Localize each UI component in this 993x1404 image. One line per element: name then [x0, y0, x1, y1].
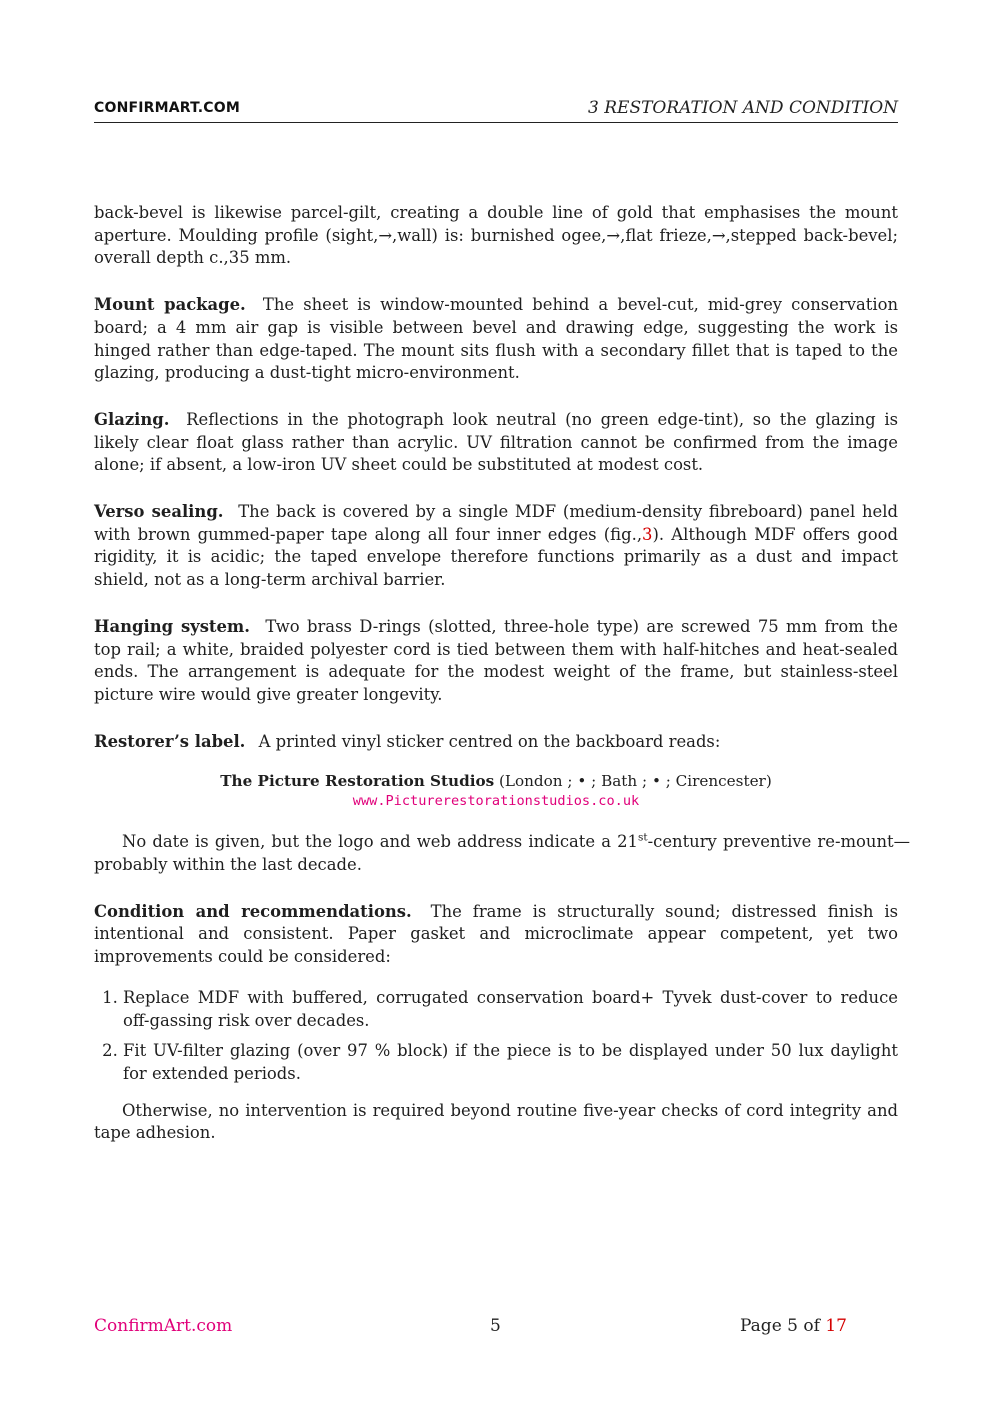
dating-text-before: No date is given, but the logo and web address indicate a 21: [122, 832, 638, 852]
glazing-paragraph: [94, 409, 898, 477]
dating-paragraph: [94, 831, 910, 876]
page-header: [94, 96, 898, 123]
list-item: 1. Replace MDF with buffered, corrugated conservation board+ Tyvek dust-cover to reduce off-gassing risk over decades.: [123, 987, 898, 1032]
list-item: 2. Fit UV-filter glazing (over 97 % block) if the piece is to be displayed under 50 lux daylight for extended periods.: [123, 1040, 898, 1085]
restorer-label-block: [94, 771, 898, 811]
page-label: Page 5 of: [740, 1316, 820, 1336]
studio-name: The Picture Restoration Studios: [220, 772, 495, 791]
figure-reference-link[interactable]: 3: [642, 524, 653, 544]
document-body: [94, 202, 910, 1169]
hanging-text: Two brass D-rings (slotted, three-hole type) are screwed 75 mm from the top rail; a white, braided polyester cord is tied between them with half-hitches and heat-sealed ends. The arrangement is adequate for the modest weight of the frame, but stainless-steel picture wire would give greater longevity.: [94, 616, 898, 704]
condition-heading: Condition and recommendations.: [94, 901, 412, 921]
century-superscript: st: [638, 831, 648, 844]
recommendations-list: [94, 987, 898, 1086]
footer-page-count: [740, 1316, 847, 1336]
mount-heading: Mount package.: [94, 295, 246, 315]
hanging-paragraph: [94, 616, 898, 707]
verso-heading: Verso sealing.: [94, 502, 224, 522]
condition-text: The frame is structurally sound; distressed finish is intentional and consistent. Paper gasket and microclimate appear competent, yet two improvements could be considered:: [94, 901, 898, 967]
verso-text-before: The back is covered by a single MDF (medium-density fibreboard) panel held with brown gummed-paper tape along all four inner edges (fig.,: [94, 502, 898, 544]
verso-paragraph: [94, 501, 898, 592]
intro-paragraph: back-bevel is likewise parcel-gilt, creating a double line of gold that emphasises the mount aperture. Moulding profile (sight,→,wall) is: burnished ogee,→,flat frieze,→,stepped back-bevel; overall depth c.,35 mm.: [94, 203, 898, 268]
site-logo[interactable]: CONFIRMART.COM: [94, 100, 241, 116]
condition-paragraph: [94, 901, 898, 969]
verso-text-after: ). Although MDF offers good rigidity, it is acidic; the taped envelope therefore functions primarily as a dust and impact shield, not as a long-term archival barrier.: [94, 524, 898, 590]
footer-page-number: 5: [490, 1316, 501, 1336]
hanging-heading: Hanging system.: [94, 616, 250, 636]
studio-url-link[interactable]: www.Picturerestorationstudios.co.uk: [352, 793, 640, 810]
closing-paragraph: Otherwise, no intervention is required beyond routine five-year checks of cord integrity and tape adhesion.: [94, 1100, 898, 1143]
label-text: A printed vinyl sticker centred on the backboard reads:: [258, 731, 721, 751]
label-heading: Restorer’s label.: [94, 731, 246, 751]
studio-locations: (London ; • ; Bath ; • ; Cirencester): [498, 772, 772, 791]
page-total-link[interactable]: 17: [825, 1316, 847, 1336]
label-paragraph: [94, 731, 898, 754]
glazing-heading: Glazing.: [94, 409, 170, 429]
footer-site-link[interactable]: ConfirmArt.com: [94, 1316, 233, 1336]
mount-paragraph: [94, 294, 898, 385]
running-head: 3 RESTORATION AND CONDITION: [588, 98, 898, 118]
restorer-label-line: [94, 771, 898, 791]
glazing-text: Reflections in the photograph look neutral (no green edge-tint), so the glazing is likely clear float glass rather than acrylic. UV filtration cannot be confirmed from the image alone; if absent, a low-iron UV sheet could be substituted at modest cost.: [94, 409, 898, 475]
dating-text-after: -century preventive re-mount—probably within the last decade.: [94, 832, 910, 875]
mount-text: The sheet is window-mounted behind a bevel-cut, mid-grey conservation board; a 4 mm air gap is visible between bevel and drawing edge, suggesting the work is hinged rather than edge-taped. The mount sits flush with a secondary fillet that is taped to the glazing, producing a dust-tight micro-environment.: [94, 295, 899, 383]
